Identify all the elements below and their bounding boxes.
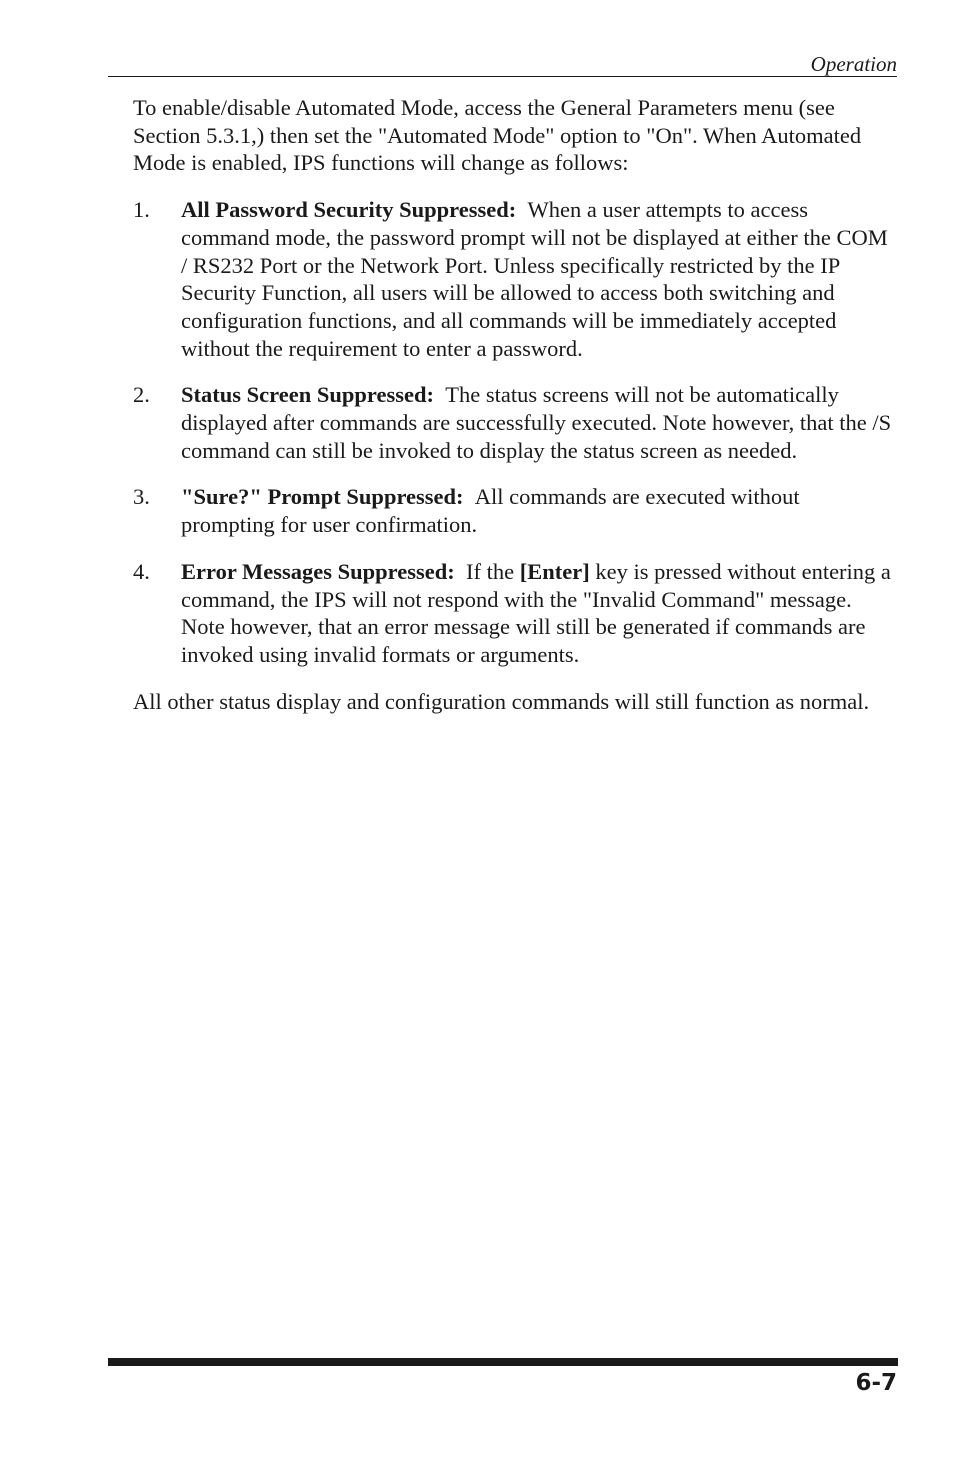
closing-paragraph: All other status display and configuration commands will still function as normal.	[133, 688, 870, 714]
section-label: Operation	[810, 52, 897, 76]
item-number: 3.	[133, 484, 150, 510]
page-footer	[0, 1350, 954, 1410]
item-text: When a user attempts to access command mode, the password prompt will not be displayed at either the COM / RS232 Port or the Network Port. Unless specifically restricted by the IP Security Function, all users will be allowed to access both switching and configuration functions, and all commands will be immediately accepted without the requirement to enter a password.	[181, 197, 888, 361]
item-text-after-key: key is pressed without entering a command, the IPS will not respond with the "Invalid Command" message. Note however, that an error message will still be generated if commands are invoked using invalid formats or arguments.	[181, 558, 891, 667]
page-header	[0, 0, 954, 80]
list-item	[133, 558, 893, 669]
item-number: 1.	[133, 197, 150, 223]
footer-divider	[108, 1358, 898, 1366]
enter-key-label: [Enter]	[519, 558, 590, 584]
item-number: 2.	[133, 382, 150, 408]
item-title: Error Messages Suppressed:	[181, 558, 455, 584]
header-divider	[108, 76, 897, 77]
list-item	[133, 196, 893, 362]
list-item	[133, 381, 893, 464]
page-number: 6-7	[855, 1370, 897, 1396]
page-content	[133, 94, 893, 734]
item-text: The status screens will not be automatically displayed after commands are successfully executed. Note however, that the /S command can still be invoked to display the status screen as needed.	[181, 382, 892, 463]
item-text-before-key: If the	[466, 558, 515, 584]
item-title: "Sure?" Prompt Suppressed:	[181, 484, 464, 510]
automated-mode-changes-list	[133, 196, 893, 669]
intro-paragraph: To enable/disable Automated Mode, access the General Parameters menu (see Section 5.3.1,) then set the "Automated Mode" option to "On". When Automated Mode is enabled, IPS functions will change as follows:	[133, 95, 862, 176]
item-text: All commands are executed without prompting for user confirmation.	[181, 484, 800, 538]
item-number: 4.	[133, 558, 150, 584]
item-title: Status Screen Suppressed:	[181, 382, 434, 408]
list-item	[133, 483, 893, 538]
item-title: All Password Security Suppressed:	[181, 197, 517, 223]
